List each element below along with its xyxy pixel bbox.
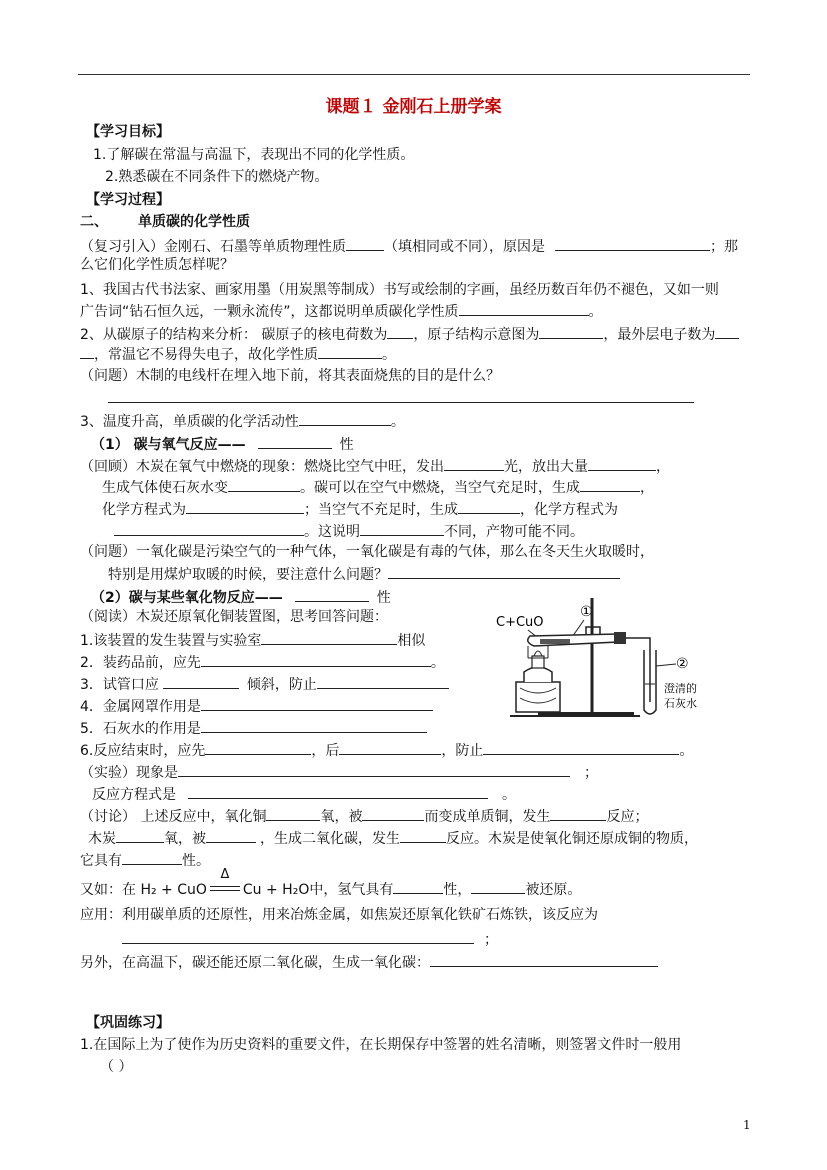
recall-line-3: 化学方程式为 ；当空气不充足时，生成 ，化学方程式为 <box>102 499 618 519</box>
q-6: 6.反应结束时，应先 ，后 ，防止 。 <box>80 740 693 760</box>
question-co-cont: 特别是用煤炉取暖的时候，要注意什么问题？ <box>108 564 620 584</box>
apparatus-figure <box>488 592 740 722</box>
q-4: 4．金属网罩作用是 <box>80 696 433 716</box>
limewater-label-2: 石灰水 <box>664 697 697 710</box>
item-1-cont: 广告词“钻石恒久远，一颗永流传”，这都说明单质碳化学性质 。 <box>80 301 603 321</box>
h2-cuo-equation: H₂ + CuO Δ Cu + H₂O <box>140 867 310 898</box>
reading-line: （阅读）木炭还原氧化铜装置图，思考回答问题： <box>80 609 388 625</box>
header-rule <box>78 74 750 75</box>
review-line-cont: 么它们化学性质怎样呢？ <box>80 257 234 273</box>
experiment-line: （实验）现象是 ； <box>80 762 598 782</box>
question-pole: （问题）木制的电线杆在埋入地下前，将其表面烧焦的目的是什么？ <box>80 368 500 384</box>
mark-1: ① <box>580 604 593 620</box>
page-title: 课题１ 金刚石上册学案 <box>325 97 502 117</box>
item-2: 2、从碳原子的结构来分析： 碳原子的核电荷数为 ，原子结构示意图为 ，最外层电子数为 <box>80 324 739 344</box>
example-line: 又如：在 H₂ + CuO Δ Cu + H₂O中，氢气具有 性， 被还原。 <box>80 867 582 898</box>
section-process: 【学习过程】 <box>86 192 170 208</box>
q-1: 1.该装置的发生装置与实验室 相似 <box>80 630 425 650</box>
application-line: 应用：利用碳单质的还原性，用来冶炼金属，如焦炭还原氧化铁矿石炼铁，该反应为 <box>80 907 598 923</box>
discussion-line-2: 木炭 氧，被 ，生成二氧化碳，发生 反应。木炭是使氧化铜还原成铜的物质， <box>88 828 698 848</box>
co2-line: 另外，在高温下，碳还能还原二氧化碳，生成一氧化碳： <box>80 952 658 972</box>
section-two-heading: 二、 单质碳的化学性质 <box>80 214 250 230</box>
item-1: 1、我国古代书法家、画家用墨（用炭黑等制成）书写或绘制的字画，虽经历数百年仍不褪色，又如一则 <box>80 282 719 298</box>
subsection-oxygen: （1） 碳与氧气反应—— 性 <box>91 434 354 454</box>
question-co: （问题）一氧化碳是污染空气的一种气体，一氧化碳是有毒的气体，那么在冬天生火取暖时， <box>80 544 654 560</box>
q-5: 5．石灰水的作用是 <box>80 718 427 738</box>
recall-line-1: （回顾）木炭在氧气中燃烧的现象：燃烧比空气中旺，发出 光，放出大量 ， <box>80 456 670 476</box>
objective-1: 1.了解碳在常温与高温下，表现出不同的化学性质。 <box>93 147 415 163</box>
page-number: 1 <box>743 1118 751 1132</box>
practice-q1: 1.在国际上为了使作为历史资料的重要文件，在长期保存中签署的姓名清晰，则签署文件时一般用 <box>80 1037 682 1053</box>
q-3: 3．试管口应 倾斜，防止 <box>80 674 449 694</box>
discussion-line-3: 它具有 性。 <box>80 850 210 870</box>
limewater-label-1: 澄清的 <box>664 682 697 695</box>
discussion-line-1: （讨论） 上述反应中，氧化铜 氧，被 而变成单质铜，发生 反应； <box>80 806 648 826</box>
item-2-cont: ，常温它不易得失电子，故化学性质 。 <box>80 344 396 364</box>
mark-2: ② <box>676 656 689 672</box>
recall-line-4: 。这说明 不同，产物可能不同。 <box>114 521 584 541</box>
review-line: （复习引入）金刚石、石墨等单质物理性质 （填相同或不同），原因是 ；那 <box>80 236 738 256</box>
practice-q1-choice: （ ） <box>100 1059 133 1075</box>
item-3: 3、温度升高，单质碳的化学活动性 。 <box>80 411 405 431</box>
equation-line: 反应方程式是 。 <box>92 784 516 804</box>
section-practice: 【巩固练习】 <box>86 1015 170 1031</box>
recall-line-2: 生成气体使石灰水变 。碳可以在空气中燃烧，当空气充足时，生成 ， <box>102 477 654 497</box>
objective-2: 2.熟悉碳在不同条件下的燃烧产物。 <box>105 169 329 185</box>
subsection-oxides: （2）碳与某些氧化物反应—— 性 <box>91 587 391 607</box>
application-answer: ； <box>122 929 498 949</box>
q-2: 2．装药品前，应先 。 <box>80 652 445 672</box>
answer-line <box>108 388 694 408</box>
reagent-label: C+CuO <box>496 615 544 630</box>
section-objectives: 【学习目标】 <box>86 124 170 140</box>
